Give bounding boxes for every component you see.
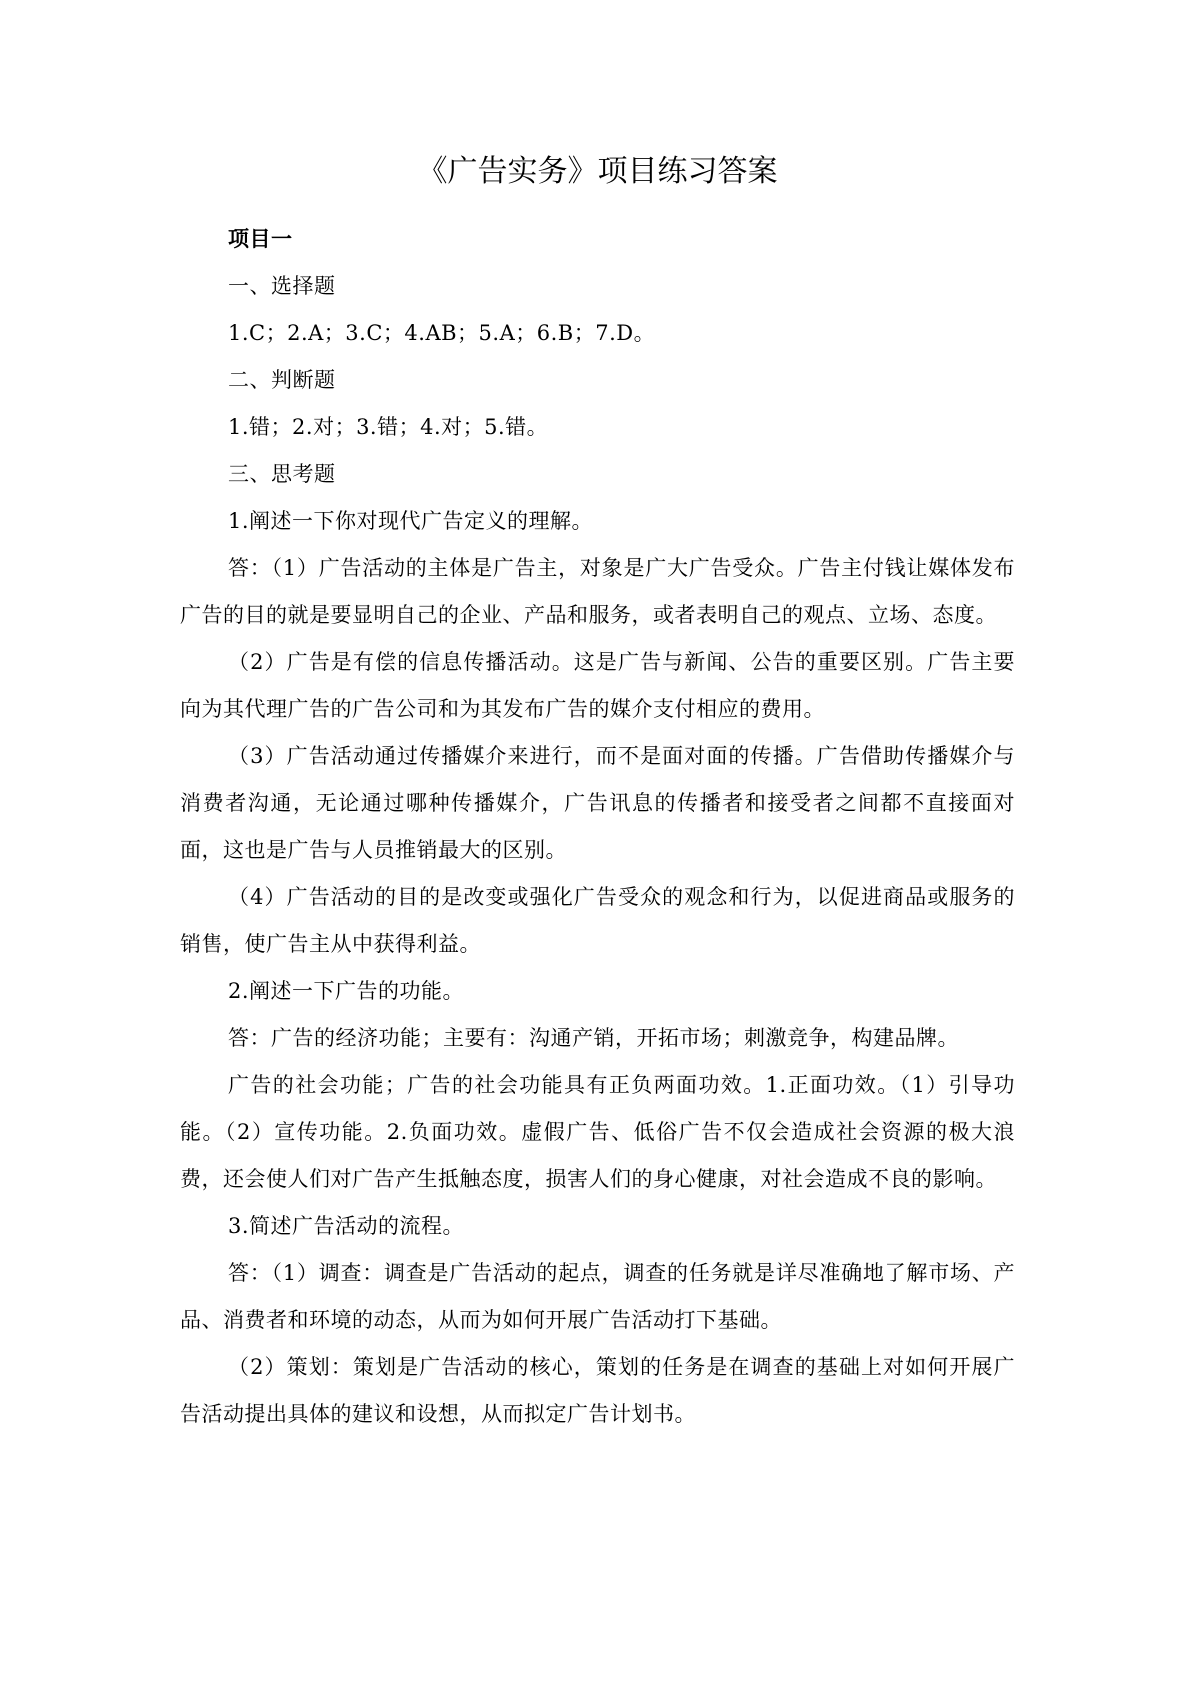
answer-2-part-1: 答：广告的经济功能；主要有：沟通产销，开拓市场；刺激竞争，构建品牌。 <box>228 1026 959 1050</box>
section-heading-thinking: 三、思考题 <box>228 462 336 486</box>
answer-3-part-2: （2）策划：策划是广告活动的核心，策划的任务是在调查的基础上对如何开展广告活动提出具体的建议和设想，从而拟定广告计划书。 <box>180 1355 1015 1426</box>
choice-answers: 1.C；2.A；3.C；4.AB；5.A；6.B；7.D。 <box>228 321 656 345</box>
question-2: 2.阐述一下广告的功能。 <box>228 979 465 1003</box>
question-3: 3.简述广告活动的流程。 <box>228 1214 465 1238</box>
document-title: 《广告实务》项目练习答案 <box>417 154 778 189</box>
answer-1-part-4: （4）广告活动的目的是改变或强化广告受众的观念和行为，以促进商品或服务的销售，使广告主从中获得利益。 <box>180 885 1015 956</box>
answer-3-part-1: 答：（1）调查：调查是广告活动的起点，调查的任务就是详尽准确地了解市场、产品、消费者和环境的动态，从而为如何开展广告活动打下基础。 <box>180 1261 1015 1332</box>
answer-1-part-3: （3）广告活动通过传播媒介来进行，而不是面对面的传播。广告借助传播媒介与消费者沟通，无论通过哪种传播媒介，广告讯息的传播者和接受者之间都不直接面对面，这也是广告与人员推销最大的区别。 <box>180 744 1015 862</box>
judgment-answers: 1.错；2.对；3.错；4.对；5.错。 <box>228 415 549 439</box>
answer-2-part-2: 广告的社会功能；广告的社会功能具有正负两面功效。1.正面功效。（1）引导功能。（2）宣传功能。2.负面功效。虚假广告、低俗广告不仅会造成社会资源的极大浪费，还会使人们对广告产生抵触态度，损害人们的身心健康，对社会造成不良的影响。 <box>180 1073 1015 1191</box>
section-heading-choice: 一、选择题 <box>228 274 336 298</box>
answer-1-part-1: 答：（1）广告活动的主体是广告主，对象是广大广告受众。广告主付钱让媒体发布广告的目的就是要显明自己的企业、产品和服务，或者表明自己的观点、立场、态度。 <box>180 556 1015 627</box>
question-1: 1.阐述一下你对现代广告定义的理解。 <box>228 509 594 533</box>
answer-1-part-2: （2）广告是有偿的信息传播活动。这是广告与新闻、公告的重要区别。广告主要向为其代理广告的广告公司和为其发布广告的媒介支付相应的费用。 <box>180 650 1015 721</box>
section-heading-judgment: 二、判断题 <box>228 368 336 392</box>
project-heading: 项目一 <box>228 227 293 251</box>
document-page <box>180 150 1015 1438</box>
